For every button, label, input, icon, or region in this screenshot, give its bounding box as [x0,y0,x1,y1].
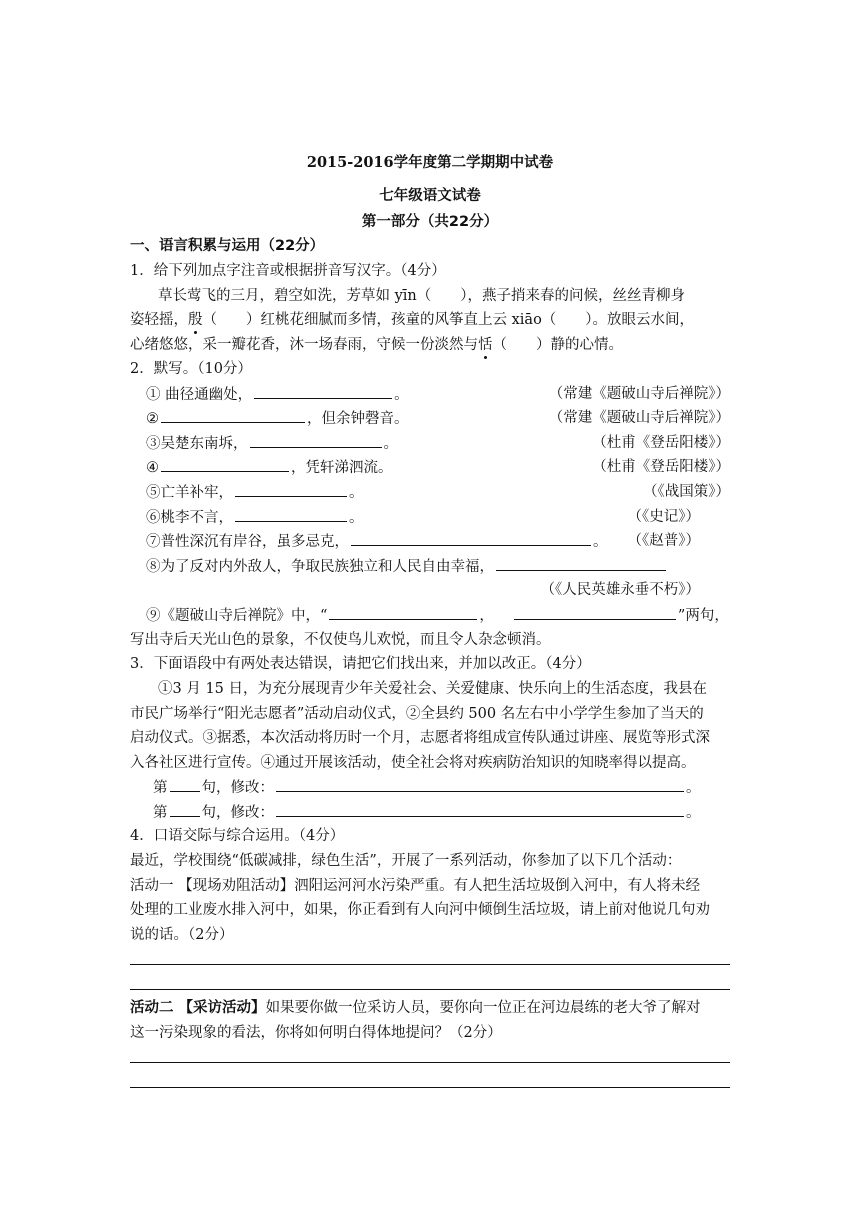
answer-blank[interactable] [514,605,676,620]
dictation-item-3 [146,433,398,454]
correction-line-2 [153,802,701,823]
text: 心绪悠悠，采一瓣花香，沐一场春雨，守候一份淡然与 [130,337,478,353]
answer-blank[interactable] [161,457,289,472]
text: 句，修改： [201,805,274,821]
source-citation: （常建《题破山寺后禅院》） [548,410,730,426]
dotted-character: 殷 [188,312,203,328]
activity-1-line-2: 处理的工业废水排入河中，如果，你正看到有人向河中倾倒生活垃圾，请上前对他说几句劝 [130,902,710,918]
activity-1-line-3: 说的话。（2分） [130,927,234,943]
exam-title: 2015-2016学年度第二学期期中试卷 [306,154,554,171]
part-title: 第一部分（共22分） [361,214,499,230]
question-1-line-2 [130,310,694,330]
text: 。 [686,780,701,796]
question-4-stem: 4．口语交际与综合运用。（4分） [130,828,345,844]
text: ⑥桃李不言， [146,510,233,526]
text: ② [146,411,159,427]
paragraph-line: ①3 月 15 日，为充分展现青少年关爱社会、关爱健康、快乐向上的生活态度，我县在 [158,681,708,697]
activity-1-label: 活动一 【现场劝阻活动】 [130,878,295,894]
text: ⑧为了反对内外敌人，争取民族独立和人民自由幸福， [146,559,494,575]
source-citation: （常建《题破山寺后禅院》） [548,386,730,402]
exam-subtitle: 七年级语文试卷 [379,188,481,204]
dictation-item-1 [146,384,409,405]
text: 。 [593,534,608,550]
text: ⑤亡羊补牢， [146,485,233,501]
source-citation: （《赵普》） [627,533,700,549]
text: ”两句， [677,608,729,624]
question-2-stem: 2．默写。（10分） [130,361,252,377]
answer-blank[interactable] [254,384,392,399]
source-citation: （杜甫《登岳阳楼》） [592,459,730,475]
answer-blank[interactable] [329,605,477,620]
sentence-number-blank[interactable] [170,802,200,817]
paragraph-line: 入各社区进行宣传。④通过开展该活动，使全社会将对疾病防治知识的知晓率得以提高。 [130,755,696,771]
answer-blank[interactable] [250,433,382,448]
activity-2-line-1 [130,998,701,1018]
text: ① 曲径通幽处， [146,387,253,403]
dictation-item-7 [146,531,608,552]
section-heading: 一、语言积累与运用（22分） [130,238,325,254]
answer-line[interactable] [130,1062,730,1063]
text: ， [479,608,494,624]
text: （ ）静的心情。 [492,337,623,353]
answer-line[interactable] [130,989,730,990]
question-1-line-3 [130,335,623,355]
text: 。 [394,387,409,403]
source-citation: （《战国策》） [643,484,730,500]
answer-line[interactable] [130,1087,730,1088]
text: 泗阳运河河水污染严重。有人把生活垃圾倒入河中，有人将未经 [294,878,701,894]
question-1-line-1: 草长莺飞的三月，碧空如洗，芳草如 yīn（ ），燕子捎来春的问候，丝丝青柳身 [158,288,686,304]
question-4-intro: 最近，学校围绕“低碳减排，绿色生活”，开展了一系列活动，你参加了以下几个活动： [130,853,682,869]
dictation-item-9-continued: 写出寺后天光山色的景象，不仅使鸟儿欢悦，而且令人杂念顿消。 [130,632,551,648]
activity-2-label: 活动二 【采访活动】 [130,1000,266,1016]
text: 。 [686,805,701,821]
text: 。 [349,485,364,501]
source-citation: （杜甫《登岳阳楼》） [592,435,730,451]
dictation-item-2 [146,408,409,429]
sentence-number-blank[interactable] [170,777,200,792]
activity-1-line-1 [130,876,700,896]
correction-line-1 [153,777,701,798]
text: （ ）红桃花细腻而多情，孩童的风筝直上云 xiāo（ ）。放眼云水间， [202,312,695,328]
text: ⑦普性深沉有岸谷，虽多忌克， [146,534,349,550]
dictation-item-8 [146,556,668,577]
answer-blank[interactable] [496,556,666,571]
paragraph-line: 市民广场举行“阳光志愿者”活动启动仪式，②全县约 500 名左右中小学学生参加了当天的 [130,706,704,722]
source-citation: （《史记》） [627,509,700,525]
answer-line[interactable] [130,964,730,965]
paragraph-line: 启动仪式。③据悉，本次活动将历时一个月，志愿者将组成宣传队通过讲座、展览等形式深 [130,730,710,746]
activity-2-line-2: 这一污染现象的看法，你将如何明白得体地提问？（2分） [130,1025,502,1041]
correction-blank[interactable] [276,802,684,817]
text: 如果要你做一位采访人员，要你向一位正在河边晨练的老大爷了解对 [265,1000,701,1016]
text: 。 [349,510,364,526]
text: 。 [383,436,398,452]
answer-blank[interactable] [235,482,347,497]
text: ，但余钟磬音。 [307,411,409,427]
dictation-item-9 [146,605,729,626]
dictation-item-6 [146,507,364,528]
dictation-item-4 [146,457,393,478]
correction-blank[interactable] [276,777,684,792]
dictation-item-5 [146,482,364,503]
text: ⑨《题破山寺后禅院》中，“ [146,608,328,624]
text: 第 [153,780,168,796]
text: 第 [153,805,168,821]
text: ③吴楚东南坼， [146,436,248,452]
text: 句，修改： [201,780,274,796]
source-citation: （《人民英雄永垂不朽》） [540,582,700,598]
text: 姿轻摇， [130,312,188,328]
answer-blank[interactable] [235,507,347,522]
question-3-stem: 3．下面语段中有两处表达错误，请把它们找出来，并加以改正。（4分） [130,656,591,672]
answer-blank[interactable] [161,408,305,423]
text: ④ [146,460,159,476]
answer-blank[interactable] [351,531,591,546]
dotted-character: 恬 [478,337,493,353]
text: ，凭轩涕泗流。 [291,460,393,476]
question-1-stem: 1．给下列加点字注音或根据拼音写汉字。（4分） [130,263,446,279]
